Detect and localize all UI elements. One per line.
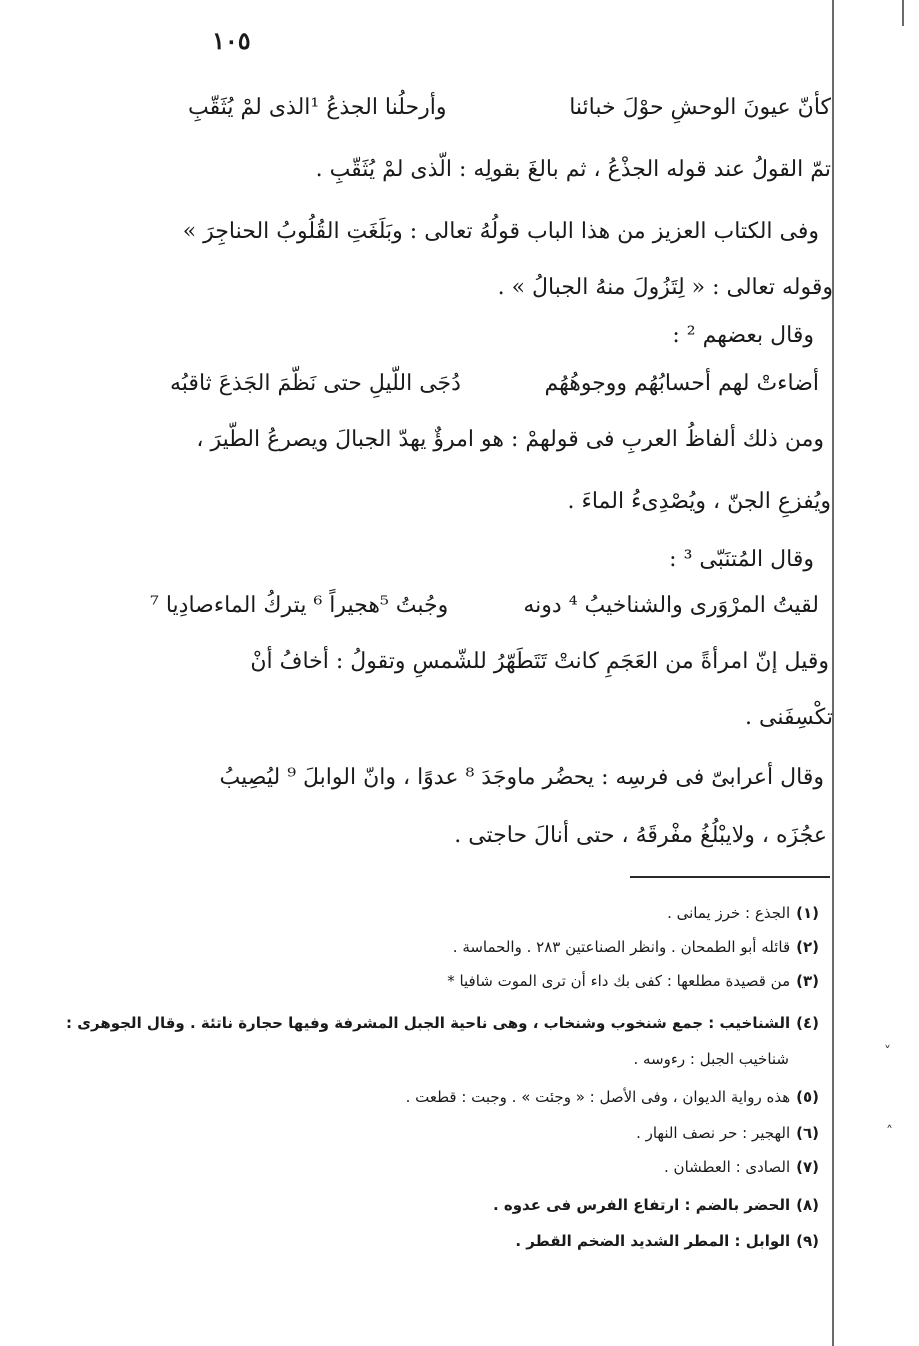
- footnote-text: شناخيب الجبل : رءوسه .: [633, 1050, 789, 1068]
- verse-2: [0, 370, 919, 404]
- body-line-6: ومن ذلك ألفاظُ العربِ فى قولهمْ : هو امرؤٌ يهدّ الجبالَ ويصرعُ الطّيرَ ،: [196, 427, 824, 452]
- footnote-text: هذه رواية الديوان ، وفى الأصل : « وجئت » . وجبت : قطعت .: [405, 1088, 791, 1106]
- verse-1-first-hemistich: كأنّ عيونَ الوحشِ حوْلَ خبائنا: [569, 95, 831, 120]
- verse-1: [0, 94, 919, 128]
- footnote-number: (٥): [796, 1088, 819, 1106]
- verse-2-first-hemistich: أضاءتْ لهم أحسابُهُم ووجوهُهُم: [544, 371, 819, 396]
- body-line-10: تكْسِفَنى .: [745, 705, 833, 730]
- body-line-3: وفى الكتاب العزيز من هذا الباب قولُهُ تعالى : وبَلَغَتِ القُلُوبُ الحناجِرَ »: [182, 219, 819, 244]
- footnote-separator: [630, 876, 830, 878]
- footnote-8: [493, 1196, 819, 1214]
- footnote-3: [447, 972, 819, 990]
- verse-1-second-hemistich: وأرحلُنا الجذعُ ¹الذى لمْ يُثَقّبِ: [188, 95, 447, 120]
- footnote-9: [515, 1232, 819, 1250]
- footnote-number: (٨): [796, 1196, 819, 1214]
- footnote-text: الشناخيب : جمع شنخوب وشنخاب ، وهى ناحية الجبل المشرفة وفيها حجارة ناتئة . وقال الجوهرى :: [66, 1014, 791, 1032]
- footnote-number: (٤): [796, 1014, 819, 1032]
- footnote-number: (٢): [796, 938, 819, 956]
- margin-mark: ˅: [884, 1044, 891, 1060]
- body-line-12: عجُزَه ، ولايبْلُغُ مفْرقَهُ ، حتى أنالَ حاجتى .: [454, 823, 827, 848]
- footnote-text: الهجير : حر نصف النهار .: [636, 1124, 791, 1142]
- body-line-2: تمّ القولُ عند قوله الجذْعُ ، ثم بالغَ بقولِه : الّذى لمْ يُثَقّبِ .: [315, 157, 831, 182]
- page-binding-line: [832, 0, 834, 1346]
- footnote-2: [453, 938, 819, 956]
- verse-3: [0, 592, 919, 626]
- footnote-number: (٧): [796, 1158, 819, 1176]
- verse-3-first-hemistich: لقيتُ المرْوَرى والشناخيبُ ⁴ دونه: [523, 593, 819, 618]
- page-edge-line: [902, 0, 904, 26]
- body-line-4: وقوله تعالى : « لِتَزُولَ منهُ الجبالُ » .: [497, 275, 833, 300]
- margin-mark: ˄: [886, 1124, 893, 1140]
- body-line-9: وقيل إنّ امرأةً من العَجَمِ كانتْ تَتَطَهّرُ للشّمسِ وتقولُ : أخافُ أنْ: [250, 649, 829, 674]
- footnote-text: الجذع : خرز يمانى .: [667, 904, 791, 922]
- body-line-7: ويُفزعِ الجنّ ، ويُصْدِىءُ الماءَ .: [567, 489, 831, 514]
- body-line-11: وقال أعرابىّ فى فرسِه : يحضُر ماوجَدَ ⁸ عدوًا ، وانّ الوابلَ ⁹ ليُصِيبُ: [219, 765, 824, 790]
- footnote-text: الصادى : العطشان .: [664, 1158, 791, 1176]
- page-number: ١٠٥: [212, 26, 251, 55]
- footnote-text: قائله أبو الطمحان . وانظر الصناعتين ٢٨٣ . والحماسة .: [452, 938, 791, 956]
- footnote-6: [636, 1124, 819, 1142]
- footnote-number: (٩): [796, 1232, 819, 1250]
- footnote-4: [66, 1014, 819, 1032]
- footnote-number: (٣): [796, 972, 819, 990]
- verse-3-second-hemistich: وجُبتُ ⁵هجيراً ⁶ يتركُ الماءصادِيا ⁷: [150, 593, 449, 618]
- footnote-number: (١): [796, 904, 819, 922]
- footnote-text: الوابل : المطر الشديد الضخم القطر .: [515, 1232, 791, 1250]
- footnote-5: [406, 1088, 819, 1106]
- footnote-number: (٦): [796, 1124, 819, 1142]
- footnote-text: الحضر بالضم : ارتفاع الفرس فى عدوه .: [492, 1196, 791, 1214]
- body-line-8: وقال المُتنَبّى ³ :: [669, 547, 814, 572]
- footnote-1: [667, 904, 819, 922]
- body-line-5: وقال بعضهم ² :: [672, 323, 814, 348]
- footnote-4-continuation: [633, 1050, 789, 1068]
- footnote-text: من قصيدة مطلعها : كفى بك داء أن ترى الموت شافيا *: [447, 972, 791, 990]
- verse-2-second-hemistich: دُجَى اللّيلِ حتى نَظّمَ الجَذعَ ثاقبُه: [170, 371, 461, 396]
- footnote-7: [664, 1158, 819, 1176]
